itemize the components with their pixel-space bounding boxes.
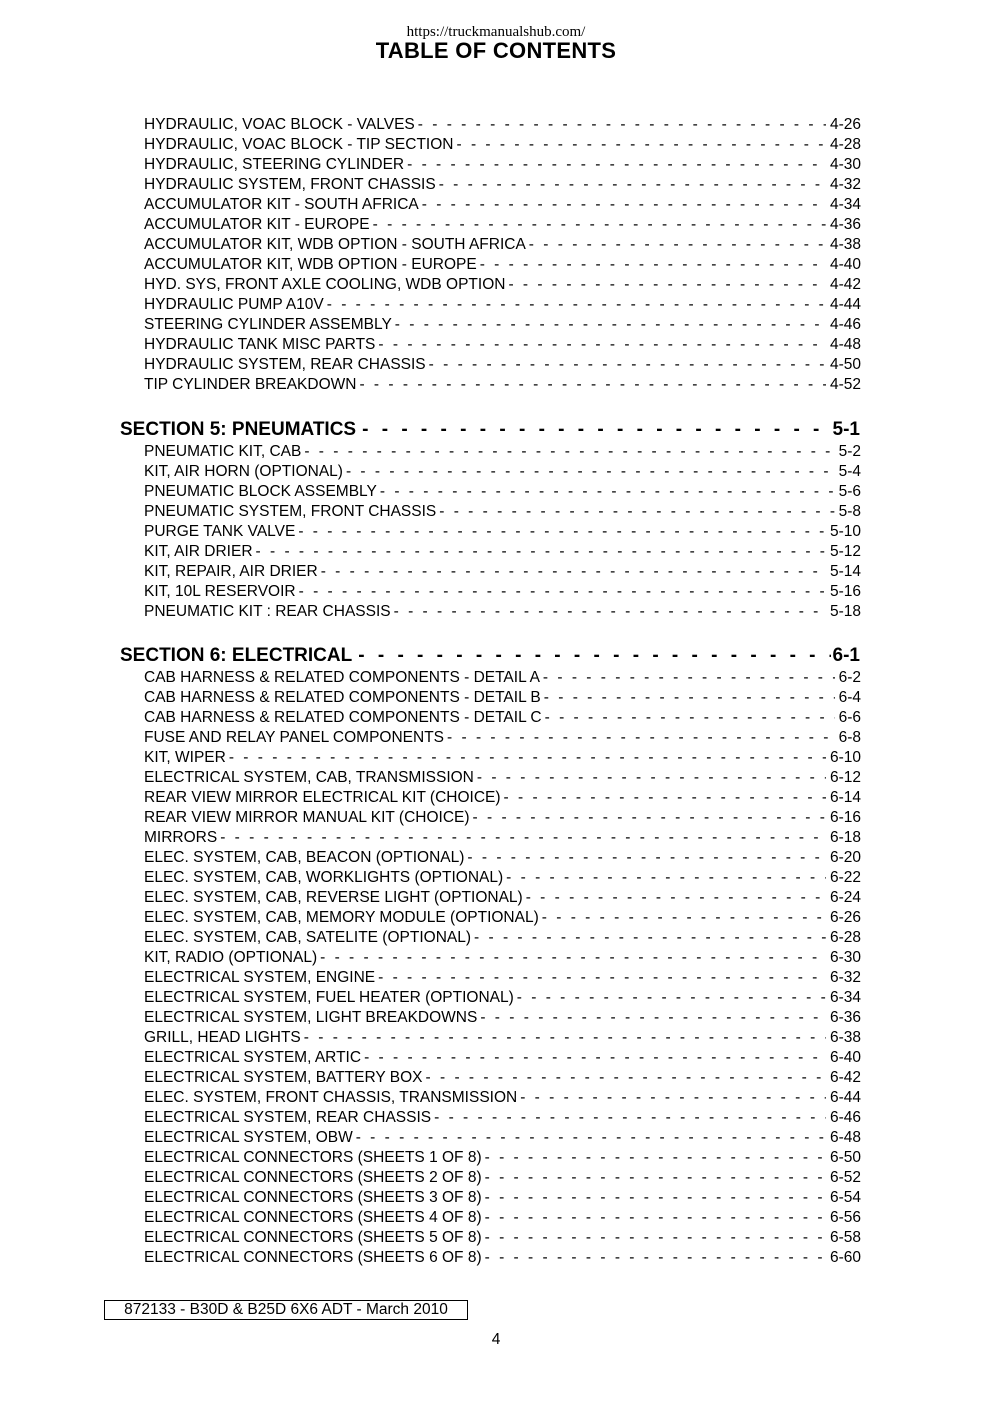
toc-entry-label: KIT, REPAIR, AIR DRIER	[144, 563, 318, 580]
dot-leader	[439, 175, 826, 195]
dot-leader	[429, 355, 826, 375]
toc-entry	[144, 135, 861, 155]
dot-leader	[359, 375, 826, 395]
toc-entry-page: 4-44	[829, 296, 861, 313]
dot-leader	[485, 1228, 826, 1248]
dot-leader	[447, 728, 835, 748]
toc-entry	[144, 195, 861, 215]
toc-entry-label: KIT, AIR DRIER	[144, 543, 253, 560]
toc-entry-page: 4-40	[829, 256, 861, 273]
toc-entry-page: 6-6	[838, 709, 861, 726]
toc-entry-label: FUSE AND RELAY PANEL COMPONENTS	[144, 729, 445, 746]
toc-entry-page: 6-46	[829, 1109, 861, 1126]
toc-entry-page: 6-12	[829, 769, 861, 786]
toc-entry-page: 5-18	[829, 603, 861, 620]
toc-entry	[144, 1148, 861, 1168]
toc-entry-page: 4-38	[829, 236, 861, 253]
toc-entry-page: 6-34	[829, 989, 861, 1006]
dot-leader	[395, 315, 826, 335]
toc-entry-page: 6-40	[829, 1049, 861, 1066]
toc-entry	[144, 335, 861, 355]
toc-entry-page: 6-18	[829, 829, 861, 846]
toc-entry-label: CAB HARNESS & RELATED COMPONENTS - DETAIL A	[144, 669, 540, 686]
toc-entry-page: 5-10	[829, 523, 861, 540]
dot-leader	[506, 868, 826, 888]
dot-leader	[418, 115, 826, 135]
dot-leader	[474, 928, 826, 948]
toc-entry-page: 6-32	[829, 969, 861, 986]
toc-entry	[144, 668, 861, 688]
dot-leader	[229, 748, 826, 768]
section-heading-page: 6-1	[832, 645, 860, 666]
toc-entry-label: HYDRAULIC, STEERING CYLINDER	[144, 156, 405, 173]
toc-entry	[144, 788, 861, 808]
toc-entry-page: 4-48	[829, 336, 861, 353]
toc-entry-label: HYDRAULIC, VOAC BLOCK - VALVES	[144, 116, 415, 133]
toc-entry-page: 4-52	[829, 376, 861, 393]
toc-entry-page: 6-58	[829, 1229, 861, 1246]
dot-leader	[529, 235, 826, 255]
section-heading-page: 5-1	[832, 419, 860, 440]
toc-entry	[144, 868, 861, 888]
dot-leader	[373, 215, 826, 235]
toc-entry-label: STEERING CYLINDER ASSEMBLY	[144, 316, 392, 333]
toc-entry-page: 4-34	[829, 196, 861, 213]
dot-leader	[485, 1168, 826, 1188]
toc-entry-page: 4-46	[829, 316, 861, 333]
toc-entry	[144, 442, 861, 462]
toc-entry-label: KIT, WIPER	[144, 749, 226, 766]
toc-entry	[144, 155, 861, 175]
toc-entry-page: 4-36	[829, 216, 861, 233]
toc-entry	[144, 1068, 861, 1088]
dot-leader	[394, 602, 826, 622]
dot-leader	[422, 195, 826, 215]
toc-entry-label: ACCUMULATOR KIT - EUROPE	[144, 216, 370, 233]
dot-leader	[304, 442, 834, 462]
toc-entry-label: REAR VIEW MIRROR ELECTRICAL KIT (CHOICE)	[144, 789, 501, 806]
toc-entry-page: 6-8	[838, 729, 861, 746]
toc-entry-page: 5-16	[829, 583, 861, 600]
toc-entry-label: REAR VIEW MIRROR MANUAL KIT (CHOICE)	[144, 809, 470, 826]
dot-leader	[321, 562, 826, 582]
toc-entry-label: ACCUMULATOR KIT, WDB OPTION - SOUTH AFRICA	[144, 236, 526, 253]
toc-entry-label: CAB HARNESS & RELATED COMPONENTS - DETAIL B	[144, 689, 541, 706]
toc-entry-page: 6-22	[829, 869, 861, 886]
toc-entry	[144, 948, 861, 968]
toc-entry-label: KIT, 10L RESERVOIR	[144, 583, 296, 600]
toc-entry	[144, 175, 861, 195]
dot-leader	[320, 948, 826, 968]
toc-entry-label: GRILL, HEAD LIGHTS	[144, 1029, 301, 1046]
toc-entry	[144, 1128, 861, 1148]
toc-entry-page: 5-2	[838, 443, 861, 460]
toc-entry	[144, 602, 861, 622]
dot-leader	[520, 1088, 826, 1108]
toc-entry	[144, 502, 861, 522]
dot-leader	[220, 828, 826, 848]
toc-entry-label: HYDRAULIC SYSTEM, REAR CHASSIS	[144, 356, 426, 373]
toc-entry-page: 6-48	[829, 1129, 861, 1146]
toc-entry	[144, 235, 861, 255]
toc-entry-label: PNEUMATIC KIT : REAR CHASSIS	[144, 603, 391, 620]
toc-entry	[144, 542, 861, 562]
toc-entry	[144, 1108, 861, 1128]
toc-entry-label: TIP CYLINDER BREAKDOWN	[144, 376, 357, 393]
toc-entry-label: ELECTRICAL SYSTEM, REAR CHASSIS	[144, 1109, 432, 1126]
page-number: 4	[491, 1331, 501, 1348]
toc-entry-page: 4-30	[829, 156, 861, 173]
toc-entry-label: HYDRAULIC SYSTEM, FRONT CHASSIS	[144, 176, 436, 193]
toc-entry-label: HYDRAULIC PUMP A10V	[144, 296, 324, 313]
toc-entry	[144, 375, 861, 395]
toc-entry	[144, 582, 861, 602]
toc-entry-label: ELEC. SYSTEM, CAB, MEMORY MODULE (OPTIONAL)	[144, 909, 539, 926]
section-heading-label: SECTION 5: PNEUMATICS	[120, 419, 357, 440]
toc-entry-page: 6-4	[838, 689, 861, 706]
toc-entry	[144, 275, 861, 295]
toc-entry	[144, 115, 861, 135]
dot-leader	[467, 848, 826, 868]
toc-entry-page: 6-28	[829, 929, 861, 946]
section-heading	[120, 418, 860, 442]
toc-entry-page: 6-26	[829, 909, 861, 926]
toc-entry-label: HYDRAULIC TANK MISC PARTS	[144, 336, 376, 353]
toc-entry-label: HYDRAULIC, VOAC BLOCK - TIP SECTION	[144, 136, 454, 153]
toc-entry-label: CAB HARNESS & RELATED COMPONENTS - DETAIL C	[144, 709, 542, 726]
toc-entry-page: 6-56	[829, 1209, 861, 1226]
dot-leader	[378, 968, 826, 988]
dot-leader	[545, 708, 835, 728]
toc-entry-label: ACCUMULATOR KIT, WDB OPTION - EUROPE	[144, 256, 477, 273]
source-url: https://truckmanualshub.com/	[406, 24, 586, 40]
toc-entry	[144, 988, 861, 1008]
dot-leader	[378, 335, 826, 355]
toc-entry	[144, 728, 861, 748]
toc-entry-label: ELECTRICAL CONNECTORS (SHEETS 1 OF 8)	[144, 1149, 482, 1166]
toc-entry-page: 5-6	[838, 483, 861, 500]
toc-entry	[144, 708, 861, 728]
toc-entry	[144, 1088, 861, 1108]
toc-entry	[144, 1048, 861, 1068]
toc-entry	[144, 215, 861, 235]
dot-leader	[380, 482, 835, 502]
toc-entry-page: 4-50	[829, 356, 861, 373]
toc-entry-label: ELECTRICAL CONNECTORS (SHEETS 5 OF 8)	[144, 1229, 482, 1246]
toc-entry	[144, 255, 861, 275]
dot-leader	[480, 255, 826, 275]
toc-entry-label: ELECTRICAL SYSTEM, CAB, TRANSMISSION	[144, 769, 474, 786]
dot-leader	[477, 768, 826, 788]
toc-entry-label: ELECTRICAL CONNECTORS (SHEETS 2 OF 8)	[144, 1169, 482, 1186]
dot-leader	[358, 644, 830, 668]
toc-entry-page: 4-42	[829, 276, 861, 293]
toc-entry	[144, 768, 861, 788]
dot-leader	[485, 1148, 826, 1168]
toc-entry-page: 6-16	[829, 809, 861, 826]
toc-entry-label: ELEC. SYSTEM, CAB, BEACON (OPTIONAL)	[144, 849, 465, 866]
document-id-box: 872133 - B30D & B25D 6X6 ADT - March 2010	[104, 1300, 468, 1320]
toc-entry-label: ELECTRICAL SYSTEM, LIGHT BREAKDOWNS	[144, 1009, 478, 1026]
dot-leader	[517, 988, 826, 1008]
toc-entry-label: ELECTRICAL SYSTEM, ENGINE	[144, 969, 376, 986]
toc-entry	[144, 562, 861, 582]
dot-leader	[364, 1048, 826, 1068]
toc-entry	[144, 295, 861, 315]
dot-leader	[457, 135, 826, 155]
toc-entry	[144, 482, 861, 502]
toc-entry-label: ACCUMULATOR KIT - SOUTH AFRICA	[144, 196, 419, 213]
toc-entry-label: ELEC. SYSTEM, CAB, WORKLIGHTS (OPTIONAL)	[144, 869, 504, 886]
toc-entry-label: ELECTRICAL CONNECTORS (SHEETS 3 OF 8)	[144, 1189, 482, 1206]
toc-entry-page: 5-12	[829, 543, 861, 560]
toc-entry	[144, 748, 861, 768]
toc-entry	[144, 968, 861, 988]
dot-leader	[299, 582, 826, 602]
dot-leader	[426, 1068, 826, 1088]
toc-entry-label: ELECTRICAL SYSTEM, FUEL HEATER (OPTIONAL)	[144, 989, 514, 1006]
dot-leader	[362, 418, 830, 442]
toc-entry	[144, 1008, 861, 1028]
toc-entry	[144, 828, 861, 848]
toc-entry	[144, 808, 861, 828]
toc-entry-page: 6-42	[829, 1069, 861, 1086]
toc-entry	[144, 908, 861, 928]
toc-entry-page: 6-10	[829, 749, 861, 766]
dot-leader	[407, 155, 826, 175]
toc-entry-page: 6-24	[829, 889, 861, 906]
section-heading-label: SECTION 6: ELECTRICAL	[120, 645, 353, 666]
dot-leader	[543, 668, 835, 688]
toc-entry	[144, 1188, 861, 1208]
toc-entry-page: 6-38	[829, 1029, 861, 1046]
toc-entry-label: ELECTRICAL CONNECTORS (SHEETS 6 OF 8)	[144, 1249, 482, 1266]
toc-entry-page: 5-4	[838, 463, 861, 480]
toc-entry-page: 4-28	[829, 136, 861, 153]
toc-entry-label: PNEUMATIC SYSTEM, FRONT CHASSIS	[144, 503, 437, 520]
toc-entry	[144, 1208, 861, 1228]
dot-leader	[542, 908, 826, 928]
dot-leader	[327, 295, 826, 315]
toc-entry-label: PNEUMATIC KIT, CAB	[144, 443, 302, 460]
toc-entry-page: 6-14	[829, 789, 861, 806]
toc-entry-label: KIT, AIR HORN (OPTIONAL)	[144, 463, 343, 480]
toc-entry	[144, 1168, 861, 1188]
toc-entry-label: KIT, RADIO (OPTIONAL)	[144, 949, 318, 966]
dot-leader	[346, 462, 835, 482]
toc-entry	[144, 1028, 861, 1048]
dot-leader	[304, 1028, 826, 1048]
toc-entry-label: ELEC. SYSTEM, CAB, REVERSE LIGHT (OPTIONAL)	[144, 889, 523, 906]
toc-entry-page: 6-2	[838, 669, 861, 686]
dot-leader	[544, 688, 835, 708]
toc-entry-page: 4-32	[829, 176, 861, 193]
dot-leader	[504, 788, 826, 808]
dot-leader	[485, 1188, 826, 1208]
toc-entry-label: PNEUMATIC BLOCK ASSEMBLY	[144, 483, 377, 500]
toc-entry-label: ELECTRICAL CONNECTORS (SHEETS 4 OF 8)	[144, 1209, 482, 1226]
toc-entry	[144, 688, 861, 708]
toc-entry-label: HYD. SYS, FRONT AXLE COOLING, WDB OPTION	[144, 276, 506, 293]
dot-leader	[439, 502, 834, 522]
toc-entry-page: 6-30	[829, 949, 861, 966]
toc-entry-page: 6-20	[829, 849, 861, 866]
dot-leader	[485, 1248, 826, 1268]
toc-entry-page: 6-44	[829, 1089, 861, 1106]
toc-entry-label: MIRRORS	[144, 829, 218, 846]
toc-entry-page: 6-50	[829, 1149, 861, 1166]
dot-leader	[526, 888, 826, 908]
page-title: TABLE OF CONTENTS	[375, 38, 617, 63]
toc-entry	[144, 928, 861, 948]
dot-leader	[256, 542, 826, 562]
toc-entry-page: 6-52	[829, 1169, 861, 1186]
toc-entry-label: ELECTRICAL SYSTEM, ARTIC	[144, 1049, 362, 1066]
dot-leader	[298, 522, 826, 542]
toc-entry-page: 5-8	[838, 503, 861, 520]
toc-entry	[144, 848, 861, 868]
section-heading	[120, 644, 860, 668]
toc-entry-label: ELECTRICAL SYSTEM, OBW	[144, 1129, 353, 1146]
toc-entry	[144, 462, 861, 482]
toc-entry-page: 6-60	[829, 1249, 861, 1266]
dot-leader	[480, 1008, 826, 1028]
toc-entry-page: 5-14	[829, 563, 861, 580]
toc-entry-page: 6-36	[829, 1009, 861, 1026]
dot-leader	[473, 808, 826, 828]
toc-entry-page: 6-54	[829, 1189, 861, 1206]
dot-leader	[434, 1108, 826, 1128]
toc-entry	[144, 522, 861, 542]
toc-entry-page: 4-26	[829, 116, 861, 133]
toc-entry-label: ELEC. SYSTEM, CAB, SATELITE (OPTIONAL)	[144, 929, 472, 946]
toc-entry-label: ELEC. SYSTEM, FRONT CHASSIS, TRANSMISSION	[144, 1089, 518, 1106]
toc-entry	[144, 1228, 861, 1248]
toc-entry-label: PURGE TANK VALVE	[144, 523, 296, 540]
dot-leader	[508, 275, 826, 295]
toc-entry	[144, 1248, 861, 1268]
toc-entry	[144, 888, 861, 908]
toc-entry	[144, 315, 861, 335]
toc-entry-label: ELECTRICAL SYSTEM, BATTERY BOX	[144, 1069, 423, 1086]
dot-leader	[356, 1128, 826, 1148]
toc-entry	[144, 355, 861, 375]
dot-leader	[485, 1208, 826, 1228]
